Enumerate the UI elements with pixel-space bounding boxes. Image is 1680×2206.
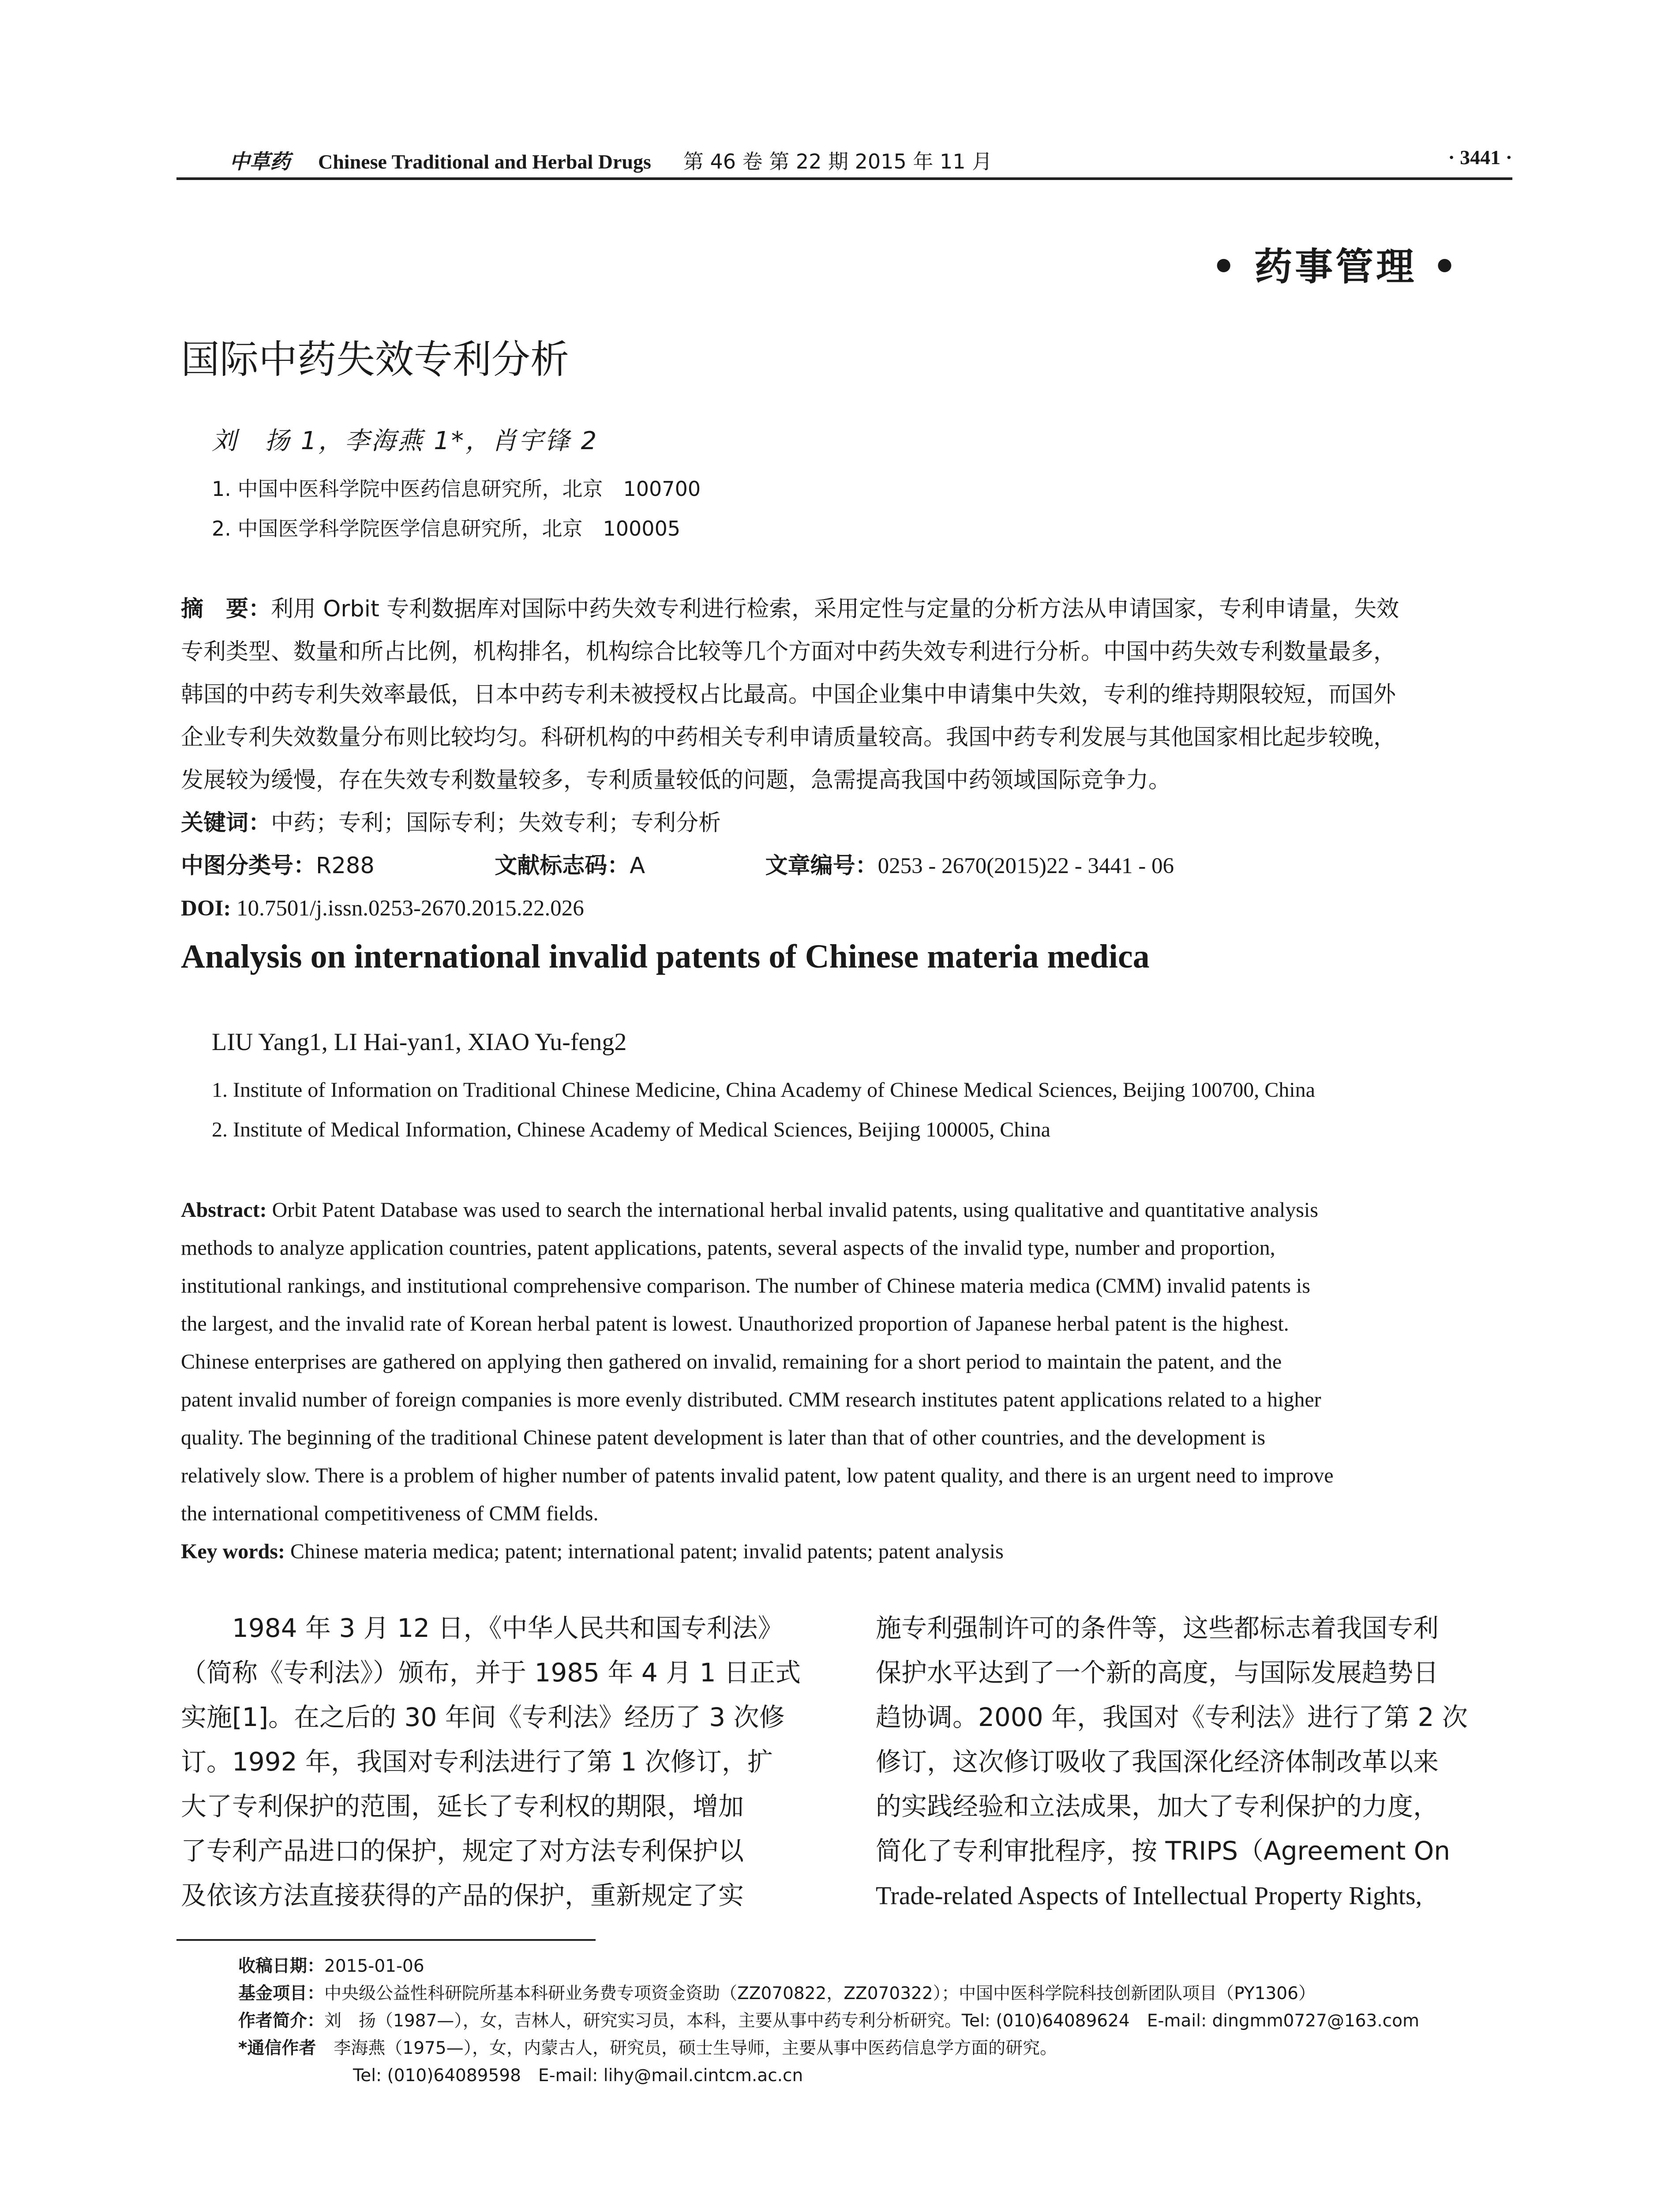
authors-en: LIU Yang1, LI Hai-yan1, XIAO Yu-feng2 bbox=[212, 1028, 627, 1056]
footnote-author-bio bbox=[238, 2007, 1419, 2032]
authors-cn: 刘 扬 1，李海燕 1*，肖宇锋 2 bbox=[212, 427, 599, 455]
body-line: 及依该方法直接获得的产品的保护，重新规定了实 bbox=[181, 1880, 744, 1910]
body-line: 简化了专利审批程序，按 TRIPS（Agreement On bbox=[876, 1836, 1451, 1866]
abstract-en-line: relatively slow. There is a problem of higher number of patents invalid patent, low patent quality, and there is an urgent need to improve bbox=[181, 1464, 1334, 1487]
body-line: 修订，这次修订吸收了我国深化经济体制改革以来 bbox=[876, 1747, 1439, 1777]
body-line: 趋协调。2000 年，我国对《专利法》进行了第 2 次 bbox=[876, 1702, 1468, 1732]
header-rule bbox=[176, 177, 1512, 180]
issue-info: 第 46 卷 第 22 期 2015 年 11 月 bbox=[683, 150, 993, 173]
title-cn: 国际中药失效专利分析 bbox=[181, 337, 570, 382]
keywords-en: Chinese materia medica; patent; international patent; invalid patents; patent analysis bbox=[290, 1540, 1004, 1563]
footnote-corr-contact: Tel: (010)64089598 E-mail: lihy@mail.cintcm.ac.cn bbox=[353, 2066, 803, 2086]
abstract-en-line: Orbit Patent Database was used to search the international herbal invalid patents, using qualitative and quantitative analysis bbox=[272, 1198, 1318, 1222]
footnote-rule bbox=[176, 1939, 596, 1941]
body-line: 大了专利保护的范围，延长了专利权的期限，增加 bbox=[181, 1791, 744, 1821]
doc-code-label: 文献标志码： bbox=[495, 853, 630, 879]
title-en: Analysis on international invalid patents of Chinese materia medica bbox=[181, 938, 1150, 975]
section-tag: • 药事管理 • bbox=[1211, 245, 1459, 289]
clc-label: 中图分类号： bbox=[181, 853, 316, 879]
abstract-cn-line: 发展较为缓慢，存在失效专利数量较多，专利质量较低的问题，急需提高我国中药领域国际竞争力。 bbox=[181, 767, 1171, 793]
abstract-en-line: the largest, and the invalid rate of Korean herbal patent is lowest. Unauthorized proportion of Japanese herbal patent is the highest. bbox=[181, 1312, 1289, 1336]
received-label: 收稿日期： bbox=[238, 1956, 325, 1976]
abstract-cn-line: 专利类型、数量和所占比例，机构排名，机构综合比较等几个方面对中药失效专利进行分析。中国中药失效专利数量最多， bbox=[181, 639, 1396, 665]
doc-code-value: A bbox=[630, 853, 645, 879]
affiliation-cn-2: 2. 中国医学科学院医学信息研究所，北京 100005 bbox=[212, 517, 681, 540]
bio-label: 作者简介： bbox=[238, 2011, 325, 2031]
affiliation-cn-1: 1. 中国中医科学院中医药信息研究所，北京 100700 bbox=[212, 477, 701, 501]
abstract-cn-line: 企业专利失效数量分布则比较均匀。科研机构的中药相关专利申请质量较高。我国中药专利发展与其他国家相比起步较晚， bbox=[181, 724, 1396, 750]
abstract-en-line: patent invalid number of foreign companies is more evenly distributed. CMM research institutes patent applications related to a higher bbox=[181, 1388, 1321, 1411]
abstract-en-label: Abstract: bbox=[181, 1198, 267, 1222]
body-column-left bbox=[181, 1606, 825, 1918]
abstract-cn-label: 摘 要： bbox=[181, 596, 271, 622]
body-line: Trade-related Aspects of Intellectual Property Rights, bbox=[876, 1881, 1422, 1910]
keywords-cn: 中药；专利；国际专利；失效专利；专利分析 bbox=[271, 810, 721, 836]
abstract-en-line: institutional rankings, and institutional comprehensive comparison. The number of Chinese materia medica (CMM) invalid patents is bbox=[181, 1274, 1310, 1298]
abstract-en-line: methods to analyze application countries, patent applications, patents, several aspects of the invalid type, number and proportion, bbox=[181, 1236, 1275, 1260]
body-line: 实施[1]。在之后的 30 年间《专利法》经历了 3 次修 bbox=[181, 1702, 785, 1732]
abstract-cn bbox=[181, 588, 1513, 930]
body-line: 施专利强制许可的条件等，这些都标志着我国专利 bbox=[876, 1613, 1439, 1643]
abstract-en bbox=[181, 1191, 1513, 1571]
received-date: 2015-01-06 bbox=[324, 1956, 424, 1976]
journal-name-cn: 中草药 bbox=[229, 150, 290, 173]
fund-text: 中央级公益性科研院所基本科研业务费专项资金资助（ZZ070822，ZZ070322）；中国中医科学院科技创新团队项目（PY1306） bbox=[324, 1984, 1316, 2003]
clc-value: R288 bbox=[316, 853, 375, 879]
keywords-en-label: Key words: bbox=[181, 1540, 285, 1563]
abstract-en-line: the international competitiveness of CMM fields. bbox=[181, 1502, 599, 1525]
bio-text: 刘 扬（1987—），女，吉林人，研究实习员，本科，主要从事中药专利分析研究。Tel: (010)64089624 E-mail: dingmm0727@163.com bbox=[324, 2011, 1419, 2031]
journal-name-en: Chinese Traditional and Herbal Drugs bbox=[318, 150, 651, 173]
abstract-en-line: Chinese enterprises are gathered on applying then gathered on invalid, remaining for a short period to maintain the patent, and the bbox=[181, 1350, 1282, 1373]
keywords-cn-label: 关键词： bbox=[181, 810, 271, 836]
article-no-value: 0253 - 2670(2015)22 - 3441 - 06 bbox=[878, 854, 1174, 878]
body-line: （简称《专利法》）颁布，并于 1985 年 4 月 1 日正式 bbox=[181, 1658, 801, 1688]
body-line: 了专利产品进口的保护，规定了对方法专利保护以 bbox=[181, 1836, 744, 1866]
footnote-fund bbox=[238, 1980, 1316, 2004]
corr-label: *通信作者 bbox=[238, 2038, 316, 2058]
body-line: 订。1992 年，我国对专利法进行了第 1 次修订，扩 bbox=[181, 1747, 773, 1777]
body-line: 的实践经验和立法成果，加大了专利保护的力度， bbox=[876, 1791, 1439, 1821]
affiliation-en-1: 1. Institute of Information on Traditional Chinese Medicine, China Academy of Chinese Medical Sciences, Beijing 100700, China bbox=[212, 1078, 1315, 1102]
body-line: 保护水平达到了一个新的高度，与国际发展趋势日 bbox=[876, 1658, 1439, 1688]
abstract-en-line: quality. The beginning of the traditional Chinese patent development is later than that of other countries, and the development is bbox=[181, 1426, 1266, 1449]
doi-value: 10.7501/j.issn.0253-2670.2015.22.026 bbox=[236, 896, 584, 921]
footnote-received bbox=[238, 1952, 424, 1977]
doi-label: DOI: bbox=[181, 896, 231, 921]
affiliation-en-2: 2. Institute of Medical Information, Chinese Academy of Medical Sciences, Beijing 100005, China bbox=[212, 1118, 1050, 1141]
body-line: 1984 年 3 月 12 日，《中华人民共和国专利法》 bbox=[181, 1613, 784, 1643]
abstract-cn-line: 利用 Orbit 专利数据库对国际中药失效专利进行检索，采用定性与定量的分析方法从申请国家，专利申请量，失效 bbox=[271, 596, 1399, 622]
footnote-corresponding bbox=[238, 2034, 1057, 2059]
article-no-label: 文章编号： bbox=[765, 853, 878, 879]
body-column-right bbox=[876, 1606, 1513, 1918]
page-number: · 3441 · bbox=[1448, 146, 1512, 169]
corr-text: 李海燕（1975—），女，内蒙古人，研究员，硕士生导师，主要从事中医药信息学方面的研究。 bbox=[334, 2038, 1058, 2058]
abstract-cn-line: 韩国的中药专利失效率最低，日本中药专利未被授权占比最高。中国企业集中申请集中失效，专利的维持期限较短，而国外 bbox=[181, 682, 1396, 708]
fund-label: 基金项目： bbox=[238, 1984, 325, 2003]
journal-name bbox=[229, 146, 992, 175]
